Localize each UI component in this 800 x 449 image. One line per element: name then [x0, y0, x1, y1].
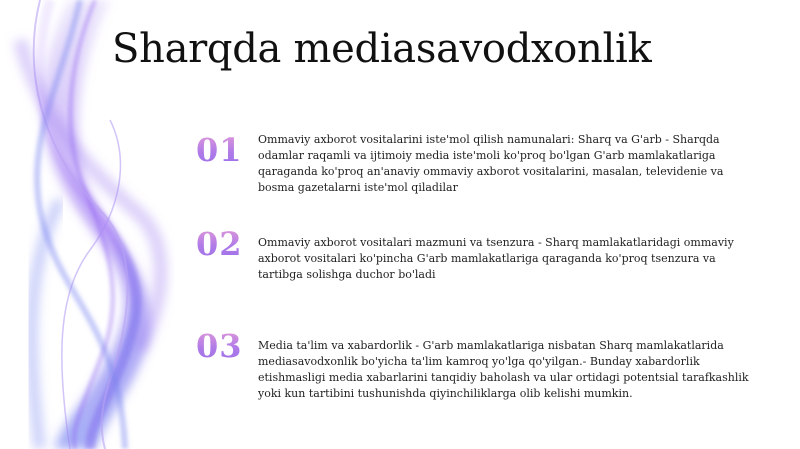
list-item-03: [196, 328, 756, 402]
list-item-01: [196, 132, 756, 196]
item-text: Ommaviy axborot vositalari mazmuni va tsenzura - Sharq mamlakatlaridagi ommaviy axborot vositalari ko'pincha G'arb mamlakatlariga qaraganda ko'proq tsenzura va tartibga solishga duchor bo'ladi: [258, 236, 734, 281]
slide-title: Sharqda mediasavodxonlik: [112, 26, 652, 72]
list-item-02: [196, 226, 756, 283]
item-number: 03: [196, 328, 258, 364]
item-number: 02: [196, 226, 258, 262]
item-text: Media ta'lim va xabardorlik - G'arb mamlakatlariga nisbatan Sharq mamlakatlarida mediasavodxonlik bo'yicha ta'lim kamroq yo'lga qo'yilgan.- Bunday xabardorlik etishmasligi media xabarlarini tanqidiy baholash va ular ortidagi potentsial tarafkashlik yoki kun tartibini tushunishda qiyinchiliklarga olib kelishi mumkin.: [258, 339, 749, 400]
item-number: 01: [196, 132, 258, 168]
item-text: Ommaviy axborot vositalarini iste'mol qilish namunalari: Sharq va G'arb - Sharqda odamlar raqamli va ijtimoiy media iste'moli ko'proq bo'lgan G'arb mamlakatlariga qaraganda ko'proq an'anaviy ommaviy axborot vositalarini, masalan, televidenie va bosma gazetalarni iste'mol qiladilar: [258, 133, 724, 194]
